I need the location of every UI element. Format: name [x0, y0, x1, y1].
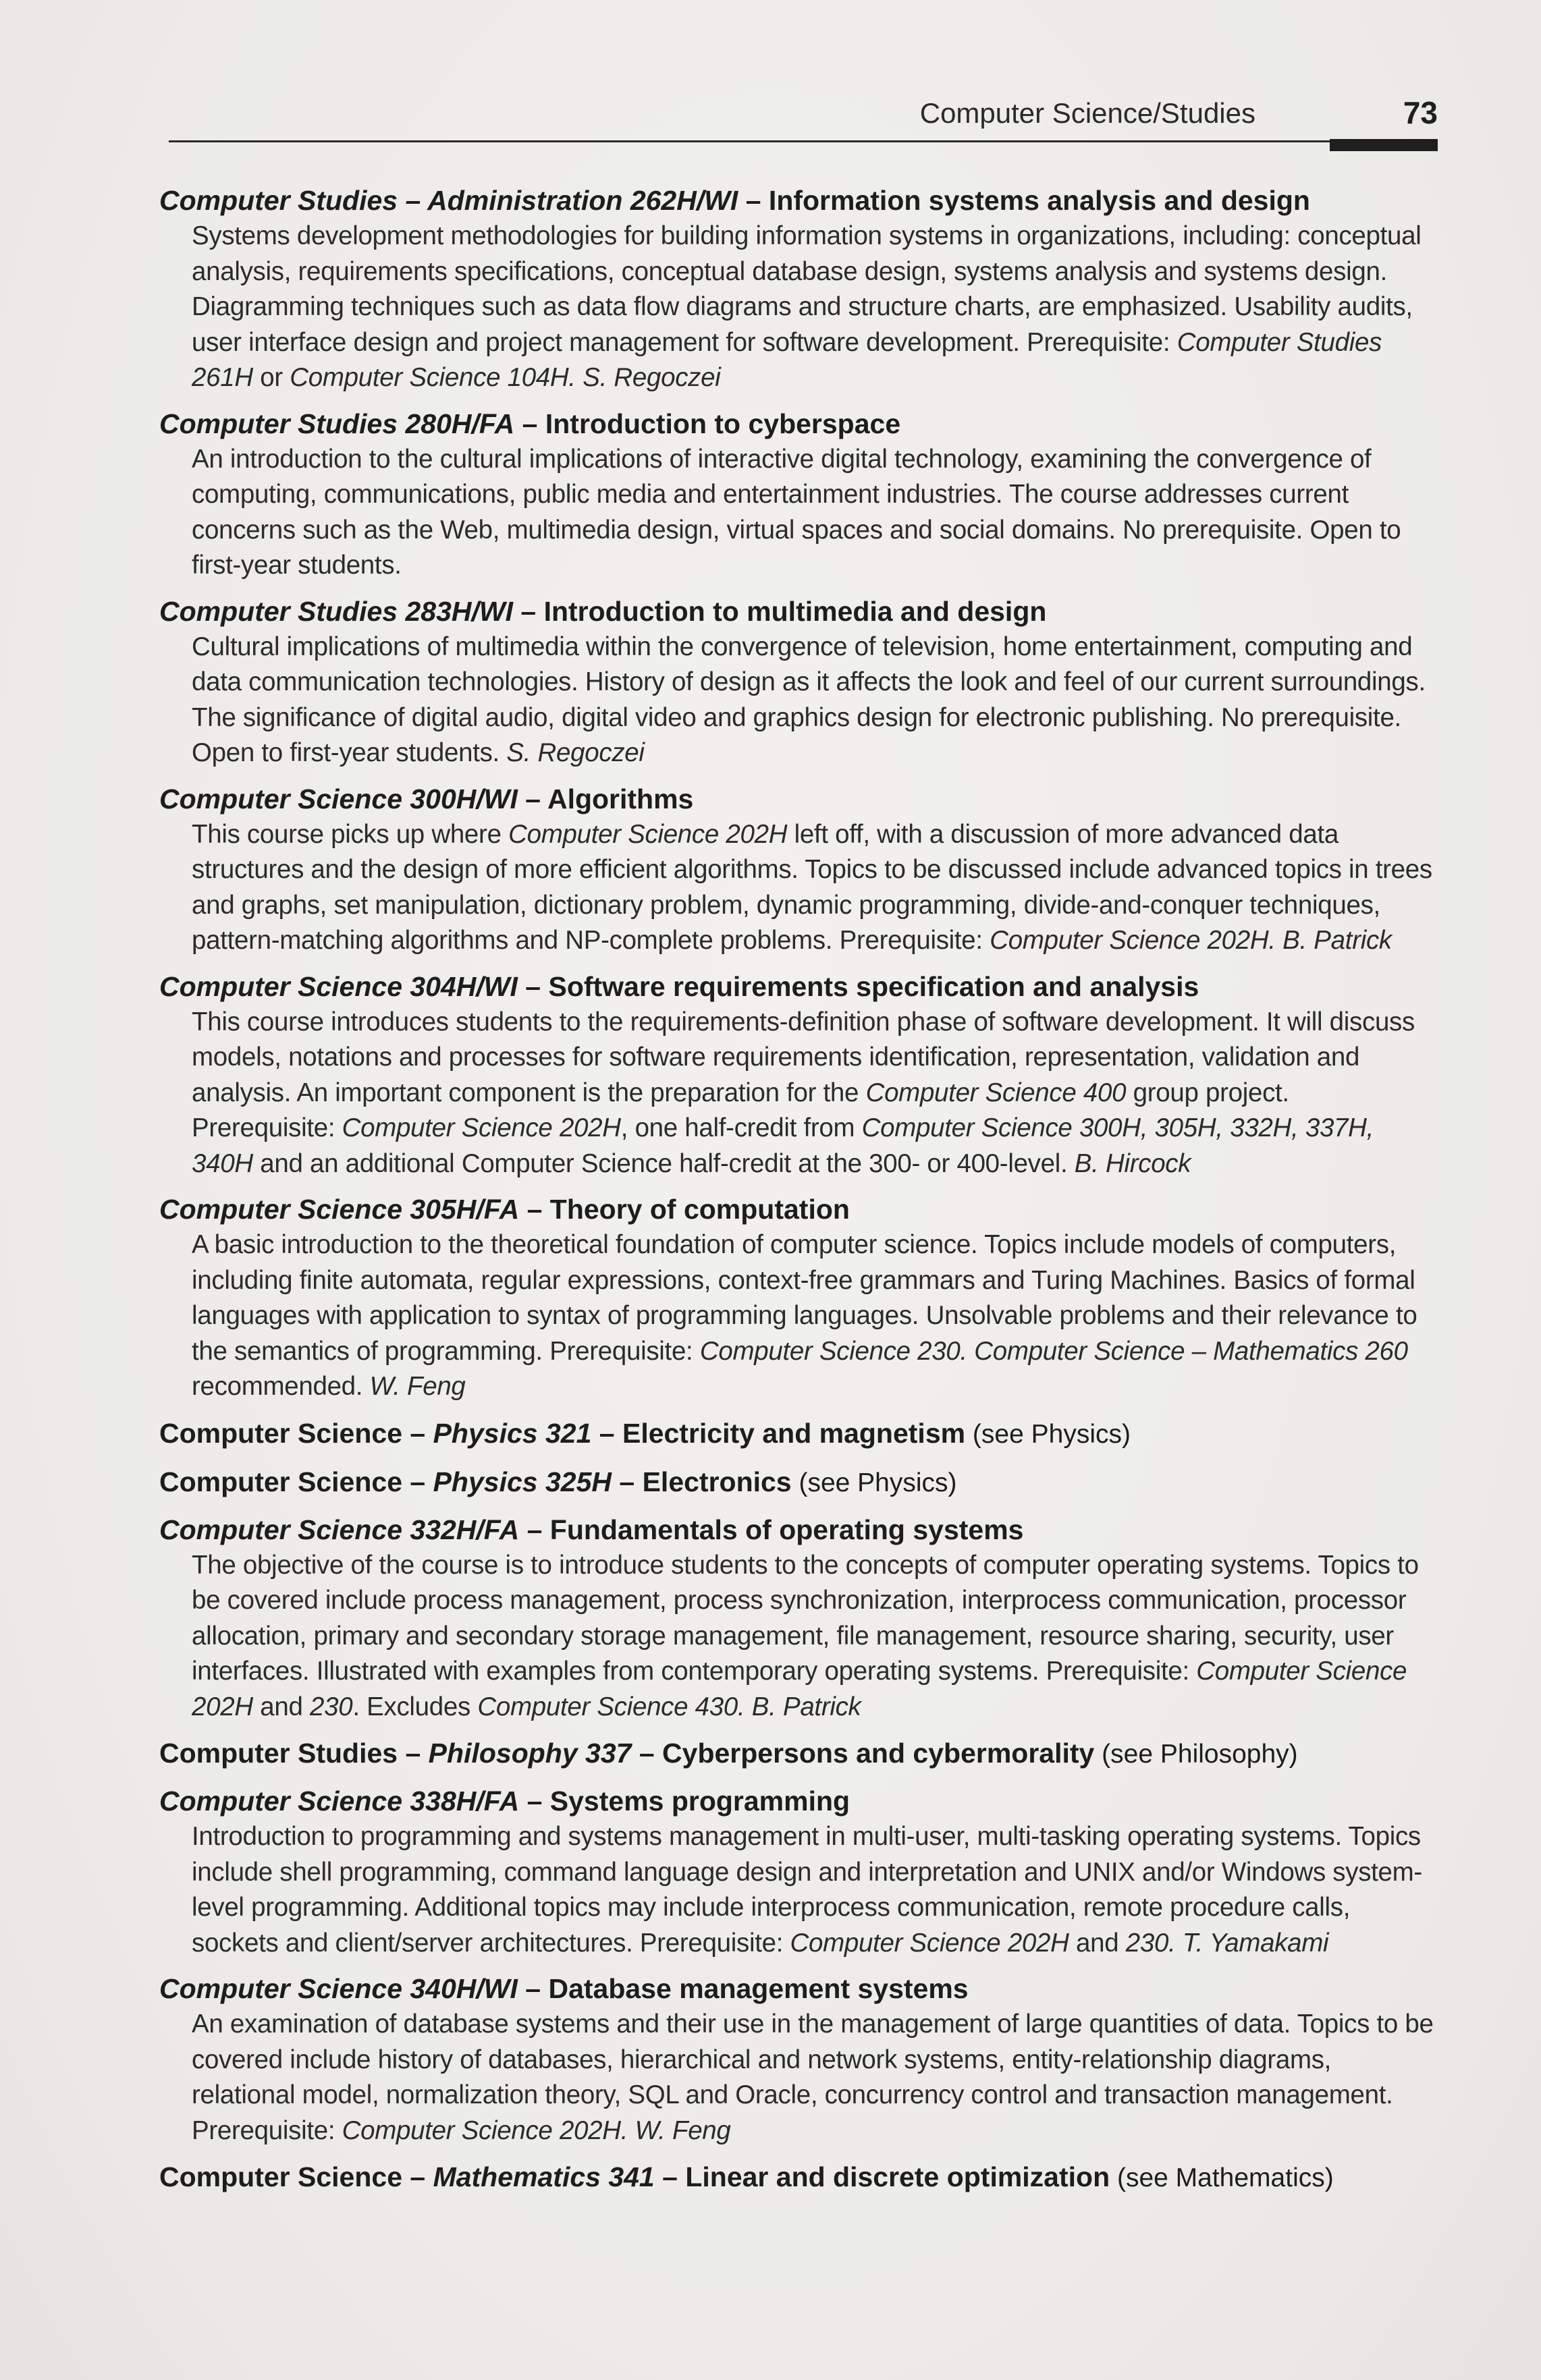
course-code: Computer Science 340H/WI — [159, 1973, 518, 2004]
course-description — [159, 2007, 1435, 2149]
course-crosslisting — [159, 1414, 1435, 1454]
description-text: Systems development methodologies for building information systems in organizations, including: conceptual analysis, requirements specifications, conceptual database design, systems analysis and systems design. Diagramming techniques such as data flow diagrams and structure charts, are emphasized. Usability audits, user interface design and project management for software development. Prerequisite: — [192, 221, 1422, 357]
course-title: Theory of computation — [549, 1194, 850, 1225]
description-text: An examination of database systems and their use in the management of large quantities of data. Topics to be covered include history of databases, hierarchical and network systems, entity-relationship diagrams, relational model, normalization theory, SQL and Oracle, concurrency control and transaction management. Prerequisite: — [192, 2010, 1434, 2145]
description-text: and — [252, 1692, 310, 1721]
course-description — [159, 442, 1435, 584]
course-crosslisting — [159, 1463, 1435, 1502]
title-separator: – — [654, 2161, 686, 2192]
course-title: Introduction to multimedia and design — [543, 595, 1047, 627]
cross-reference: (see Mathematics) — [1110, 2163, 1334, 2192]
course-code: Computer Studies – Administration 262H/WI — [159, 185, 738, 216]
instructor-name: B. Hircock — [1074, 1149, 1191, 1178]
title-separator: – — [591, 1417, 622, 1449]
description-text: The objective of the course is to introduce students to the concepts of computer operating systems. Topics to be covered include process management, process synchronization, interprocess communication, processor allocation, primary and secondary storage management, file management, resource sharing, security, user interfaces. Illustrated with examples from contemporary operating systems. Prerequisite: — [192, 1550, 1419, 1686]
title-separator: – — [514, 408, 545, 439]
description-text: Cultural implications of multimedia within the convergence of television, home entertainment, computing and data communication technologies. History of design as it affects the look and feel of our current surroundings. The significance of digital audio, digital video and graphics design for electronic publishing. No prerequisite. Open to first-year students. — [192, 632, 1426, 767]
course-code: Computer Science 332H/FA — [159, 1514, 520, 1545]
title-separator: – — [519, 1194, 550, 1225]
course-title: Cyberpersons and cybermorality — [662, 1738, 1095, 1769]
course-description — [159, 1005, 1435, 1182]
course-entry — [159, 781, 1435, 959]
course-crosslisting — [159, 1734, 1435, 1773]
course-description — [159, 817, 1435, 959]
page-header — [169, 88, 1438, 155]
course-dept: Computer Science – — [159, 2161, 433, 2192]
course-code: Computer Science 305H/FA — [159, 1194, 520, 1225]
course-code: Computer Studies 280H/FA — [159, 408, 515, 439]
course-heading — [159, 593, 1435, 630]
course-code: Philosophy 337 — [428, 1738, 632, 1769]
course-reference: Computer Science 300H, 305H, 332H, 337H, 340H — [192, 1113, 1374, 1178]
description-text: Introduction to programming and systems management in multi-user, multi-tasking operating systems. Topics include shell programming, command language design and interpretation and UNIX and/or Windows system-level programming. Additional topics may include interprocess communication, remote procedure calls, sockets and client/server architectures. Prerequisite: — [192, 1822, 1422, 1958]
description-text: and an additional Computer Science half-credit at the 300- or 400-level. — [252, 1149, 1075, 1178]
prerequisite-text: Computer Science 202H. B. Patrick — [990, 926, 1392, 955]
title-separator: – — [517, 970, 549, 1002]
course-heading — [159, 1414, 1435, 1454]
course-heading — [159, 1734, 1435, 1773]
course-title: Information systems analysis and design — [768, 185, 1310, 216]
course-heading — [159, 1783, 1435, 1819]
course-heading — [159, 2158, 1435, 2197]
title-separator: – — [519, 1514, 550, 1545]
description-text: . Excludes — [352, 1692, 478, 1721]
description-text: A basic introduction to the theoretical foundation of computer science. Topics include models of computers, including finite automata, regular expressions, context-free grammars and Turing Machines. Basics of formal languages with application to syntax of programming languages. Unsolvable problems and their relevance to the semantics of programming. Prerequisite: — [192, 1230, 1417, 1366]
description-text: or — [252, 363, 290, 392]
prerequisite-text: Computer Science 202H — [342, 1113, 621, 1142]
prerequisite-text: Computer Science 230. Computer Science – Mathematics 260 — [699, 1336, 1408, 1366]
description-text: left off, with a discussion of more advanced data structures and the design of more efficient algorithms. Topics to be discussed include advanced topics in trees and graphs, set manipulation, dictionary problem, dynamic programming, divide-and-conquer techniques, pattern-matching algorithms and NP-complete problems. Prerequisite: — [192, 819, 1432, 955]
course-entry — [159, 968, 1435, 1182]
prerequisite-text: 230. T. Yamakami — [1125, 1928, 1329, 1958]
title-separator: – — [517, 1973, 549, 2004]
course-title: Electronics — [642, 1466, 792, 1497]
cross-reference: (see Philosophy) — [1094, 1740, 1298, 1769]
course-heading — [159, 406, 1435, 442]
course-description — [159, 1548, 1435, 1725]
course-entry — [159, 182, 1435, 396]
course-heading — [159, 968, 1435, 1005]
course-code: Computer Science 338H/FA — [159, 1786, 520, 1817]
course-code: Mathematics 341 — [433, 2161, 655, 2192]
course-code: Physics 321 — [433, 1417, 592, 1449]
course-entry — [159, 1970, 1435, 2149]
cross-reference: (see Physics) — [965, 1419, 1131, 1449]
course-entry — [159, 1191, 1435, 1405]
title-separator: – — [631, 1738, 663, 1769]
description-text: recommended. — [192, 1372, 370, 1401]
course-heading — [159, 182, 1435, 219]
title-separator: – — [738, 185, 769, 216]
instructor-name: W. Feng — [369, 1372, 466, 1401]
description-text: , one half-credit from — [620, 1113, 862, 1142]
prerequisite-text: Computer Science 104H. S. Regoczei — [290, 363, 721, 392]
course-heading — [159, 781, 1435, 817]
header-rule-tab — [1330, 139, 1438, 151]
course-reference: Computer Science 400 — [865, 1078, 1127, 1107]
description-text: This course introduces students to the requirements-definition phase of software development. It will discuss models, notations and processes for software requirements identification, representation, validation and analysis. An important component is the preparation for the — [192, 1007, 1415, 1107]
course-entry — [159, 1512, 1435, 1725]
course-heading — [159, 1463, 1435, 1502]
page-number: 73 — [1403, 95, 1438, 130]
course-description — [159, 630, 1435, 771]
instructor-name: S. Regoczei — [506, 738, 645, 767]
course-title: Software requirements specification and analysis — [548, 970, 1199, 1002]
course-title: Systems programming — [549, 1786, 850, 1817]
course-heading — [159, 1970, 1435, 2007]
course-description — [159, 1819, 1435, 1961]
title-separator: – — [519, 1786, 550, 1817]
course-title: Fundamentals of operating systems — [549, 1514, 1024, 1545]
description-text: This course picks up where — [192, 819, 509, 849]
running-head: Computer Science/Studies — [919, 97, 1255, 129]
course-code: Computer Science 304H/WI — [159, 970, 518, 1002]
course-heading — [159, 1512, 1435, 1548]
prerequisite-text: Computer Studies 261H — [192, 327, 1382, 392]
title-separator: – — [517, 783, 547, 814]
header-rule — [169, 140, 1438, 142]
course-code: Computer Science 300H/WI — [159, 783, 518, 814]
prerequisite-text: 230 — [309, 1692, 353, 1721]
course-title: Introduction to cyberspace — [545, 408, 901, 439]
prerequisite-text: Computer Science 202H — [192, 1657, 1407, 1721]
course-description — [159, 1227, 1435, 1405]
course-heading — [159, 1191, 1435, 1227]
course-title: Linear and discrete optimization — [685, 2161, 1110, 2192]
title-separator: – — [512, 595, 544, 627]
course-listing — [159, 182, 1435, 2207]
course-title: Algorithms — [547, 783, 694, 814]
course-dept: Computer Studies – — [159, 1738, 429, 1769]
prerequisite-text: Computer Science 202H. W. Feng — [342, 2115, 731, 2145]
course-entry — [159, 406, 1435, 584]
description-text: and — [1069, 1928, 1126, 1958]
prerequisite-text: Computer Science 202H — [790, 1928, 1069, 1958]
course-entry — [159, 593, 1435, 771]
course-dept: Computer Science – — [159, 1466, 433, 1497]
cross-reference: (see Physics) — [791, 1468, 957, 1497]
title-separator: – — [611, 1466, 643, 1497]
course-description — [159, 219, 1435, 396]
course-entry — [159, 1783, 1435, 1961]
description-text: group project. Prerequisite: — [192, 1078, 1289, 1142]
description-text: An introduction to the cultural implications of interactive digital technology, examining the convergence of computing, communications, public media and entertainment industries. The course addresses current concerns such as the Web, multimedia design, virtual spaces and social domains. No prerequisite. Open to first-year students. — [192, 444, 1401, 580]
course-dept: Computer Science – — [159, 1417, 433, 1449]
course-crosslisting — [159, 2158, 1435, 2197]
course-code: Computer Studies 283H/WI — [159, 595, 513, 627]
course-reference: Computer Science 430. B. Patrick — [477, 1692, 861, 1721]
course-code: Physics 325H — [433, 1466, 612, 1497]
course-title: Electricity and magnetism — [622, 1417, 966, 1449]
course-title: Database management systems — [548, 1973, 969, 2004]
course-reference: Computer Science 202H — [508, 819, 788, 849]
